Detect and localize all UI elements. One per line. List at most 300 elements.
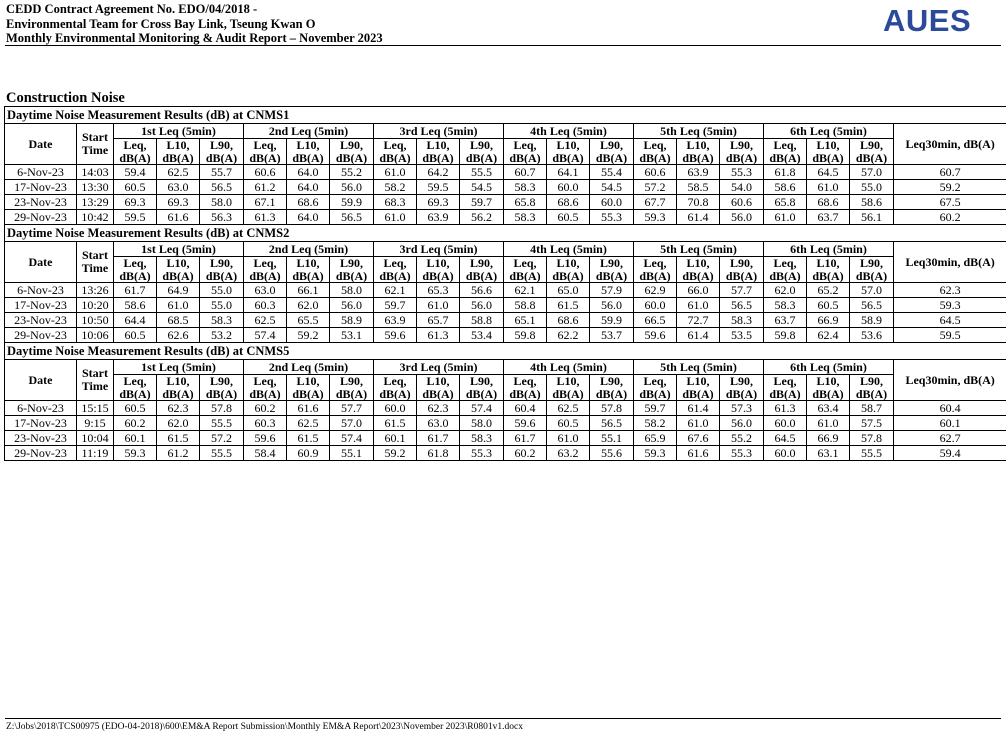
value-cell: 60.6	[244, 165, 287, 180]
value-cell: 58.3	[200, 313, 244, 328]
leq30-cell: 67.5	[894, 195, 1006, 210]
header-divider	[5, 45, 1001, 46]
aues-logo: AUES	[883, 3, 972, 38]
value-cell: 58.3	[504, 180, 547, 195]
leq-group-header: 5th Leq (5min)	[634, 242, 764, 257]
value-cell: 63.7	[807, 210, 850, 225]
sub-header: L90, dB(A)	[850, 257, 894, 283]
sub-header: L10, dB(A)	[547, 139, 590, 165]
table-row	[5, 210, 1006, 225]
value-cell: 60.1	[374, 431, 417, 446]
value-cell: 59.5	[114, 210, 157, 225]
value-cell: 58.6	[764, 180, 807, 195]
value-cell: 60.5	[114, 328, 157, 343]
sub-header: L90, dB(A)	[330, 139, 374, 165]
value-cell: 57.2	[634, 180, 677, 195]
leq30-cell: 60.1	[894, 416, 1006, 431]
value-cell: 65.1	[504, 313, 547, 328]
value-cell: 61.0	[157, 298, 200, 313]
sub-header: L10, dB(A)	[677, 375, 720, 401]
sub-header: L10, dB(A)	[807, 139, 850, 165]
value-cell: 61.7	[417, 431, 460, 446]
sub-header: Leq, dB(A)	[374, 139, 417, 165]
table-row	[5, 446, 1006, 461]
sub-header: Leq, dB(A)	[114, 139, 157, 165]
value-cell: 56.5	[850, 298, 894, 313]
sub-header: Leq, dB(A)	[764, 375, 807, 401]
value-cell: 55.3	[720, 446, 764, 461]
sub-header-row	[5, 139, 1006, 165]
value-cell: 57.4	[460, 401, 504, 416]
sub-header: L90, dB(A)	[330, 257, 374, 283]
sub-header: L90, dB(A)	[460, 257, 504, 283]
noise-tables	[4, 106, 1002, 461]
date-cell: 29-Nov-23	[5, 446, 77, 461]
value-cell: 58.9	[330, 313, 374, 328]
value-cell: 57.0	[330, 416, 374, 431]
value-cell: 56.5	[590, 416, 634, 431]
value-cell: 59.7	[460, 195, 504, 210]
footer-path: Z:\Jobs\2018\TCS00975 (EDO-04-2018)\600\EM&A Report Submission\Monthly EM&A Report\2023\November 2023\R0801v1.docx	[6, 722, 523, 732]
value-cell: 59.5	[417, 180, 460, 195]
value-cell: 60.3	[244, 416, 287, 431]
value-cell: 64.0	[287, 180, 330, 195]
value-cell: 55.5	[850, 446, 894, 461]
start-time-header: Start Time	[77, 360, 114, 401]
leq-group-header: 4th Leq (5min)	[504, 242, 634, 257]
group-header-row	[5, 124, 1006, 139]
sub-header: L90, dB(A)	[720, 257, 764, 283]
value-cell: 65.0	[547, 283, 590, 298]
value-cell: 69.3	[157, 195, 200, 210]
value-cell: 63.1	[807, 446, 850, 461]
value-cell: 61.3	[244, 210, 287, 225]
value-cell: 55.6	[590, 446, 634, 461]
value-cell: 60.5	[547, 416, 590, 431]
value-cell: 57.5	[850, 416, 894, 431]
value-cell: 60.5	[114, 180, 157, 195]
value-cell: 61.5	[374, 416, 417, 431]
date-header: Date	[5, 124, 77, 165]
time-cell: 15:15	[77, 401, 114, 416]
sub-header: Leq, dB(A)	[244, 375, 287, 401]
value-cell: 67.6	[677, 431, 720, 446]
value-cell: 58.5	[677, 180, 720, 195]
sub-header: L10, dB(A)	[547, 257, 590, 283]
value-cell: 61.4	[677, 210, 720, 225]
value-cell: 60.0	[590, 195, 634, 210]
date-cell: 23-Nov-23	[5, 431, 77, 446]
value-cell: 60.2	[244, 401, 287, 416]
value-cell: 58.8	[460, 313, 504, 328]
time-cell: 10:42	[77, 210, 114, 225]
value-cell: 58.4	[244, 446, 287, 461]
value-cell: 55.1	[590, 431, 634, 446]
value-cell: 61.8	[764, 165, 807, 180]
leq30-cell: 60.7	[894, 165, 1006, 180]
value-cell: 62.2	[547, 328, 590, 343]
value-cell: 61.6	[677, 446, 720, 461]
value-cell: 65.3	[417, 283, 460, 298]
leq-group-header: 2nd Leq (5min)	[244, 360, 374, 375]
leq30-cell: 62.3	[894, 283, 1006, 298]
value-cell: 53.4	[460, 328, 504, 343]
value-cell: 60.5	[807, 298, 850, 313]
value-cell: 58.6	[114, 298, 157, 313]
value-cell: 67.7	[634, 195, 677, 210]
value-cell: 55.0	[850, 180, 894, 195]
time-cell: 10:20	[77, 298, 114, 313]
value-cell: 57.2	[200, 431, 244, 446]
date-cell: 17-Nov-23	[5, 180, 77, 195]
value-cell: 60.2	[504, 446, 547, 461]
sub-header: Leq, dB(A)	[244, 257, 287, 283]
sub-header: L90, dB(A)	[460, 139, 504, 165]
table-title: Daytime Noise Measurement Results (dB) at CNMS2	[5, 225, 1006, 242]
report-line: Monthly Environmental Monitoring & Audit Report – November 2023	[6, 31, 383, 45]
value-cell: 61.5	[287, 431, 330, 446]
value-cell: 61.0	[677, 298, 720, 313]
value-cell: 62.0	[287, 298, 330, 313]
value-cell: 61.0	[374, 210, 417, 225]
date-cell: 29-Nov-23	[5, 210, 77, 225]
sub-header: Leq, dB(A)	[764, 257, 807, 283]
sub-header: L10, dB(A)	[807, 257, 850, 283]
value-cell: 63.0	[244, 283, 287, 298]
value-cell: 61.0	[547, 431, 590, 446]
table-row	[5, 401, 1006, 416]
value-cell: 60.0	[764, 446, 807, 461]
value-cell: 58.6	[850, 195, 894, 210]
value-cell: 59.6	[374, 328, 417, 343]
value-cell: 57.0	[850, 165, 894, 180]
value-cell: 64.2	[417, 165, 460, 180]
value-cell: 58.0	[200, 195, 244, 210]
value-cell: 58.3	[764, 298, 807, 313]
time-cell: 11:19	[77, 446, 114, 461]
value-cell: 63.0	[417, 416, 460, 431]
value-cell: 57.8	[200, 401, 244, 416]
sub-header: L90, dB(A)	[200, 375, 244, 401]
table-row	[5, 431, 1006, 446]
leq-group-header: 4th Leq (5min)	[504, 124, 634, 139]
value-cell: 68.6	[287, 195, 330, 210]
sub-header: L90, dB(A)	[590, 257, 634, 283]
value-cell: 65.7	[417, 313, 460, 328]
sub-header: Leq, dB(A)	[374, 257, 417, 283]
value-cell: 63.2	[547, 446, 590, 461]
value-cell: 61.8	[417, 446, 460, 461]
value-cell: 68.3	[374, 195, 417, 210]
date-cell: 6-Nov-23	[5, 283, 77, 298]
value-cell: 61.6	[157, 210, 200, 225]
value-cell: 61.2	[157, 446, 200, 461]
table-title-row	[5, 107, 1006, 124]
date-header: Date	[5, 360, 77, 401]
value-cell: 56.0	[720, 210, 764, 225]
value-cell: 61.4	[677, 401, 720, 416]
leq30-header: Leq30min, dB(A)	[894, 242, 1006, 283]
leq30-cell: 60.4	[894, 401, 1006, 416]
value-cell: 59.9	[590, 313, 634, 328]
value-cell: 61.0	[374, 165, 417, 180]
value-cell: 61.5	[547, 298, 590, 313]
sub-header: L10, dB(A)	[157, 257, 200, 283]
value-cell: 57.7	[330, 401, 374, 416]
value-cell: 57.3	[720, 401, 764, 416]
value-cell: 63.4	[807, 401, 850, 416]
sub-header: L90, dB(A)	[850, 139, 894, 165]
value-cell: 55.7	[200, 165, 244, 180]
value-cell: 63.9	[677, 165, 720, 180]
value-cell: 63.9	[417, 210, 460, 225]
value-cell: 60.0	[764, 416, 807, 431]
value-cell: 55.3	[460, 446, 504, 461]
value-cell: 58.3	[460, 431, 504, 446]
time-cell: 9:15	[77, 416, 114, 431]
value-cell: 58.7	[850, 401, 894, 416]
value-cell: 68.6	[807, 195, 850, 210]
value-cell: 59.2	[287, 328, 330, 343]
value-cell: 59.6	[504, 416, 547, 431]
table-row	[5, 195, 1006, 210]
value-cell: 55.5	[460, 165, 504, 180]
sub-header: L10, dB(A)	[677, 257, 720, 283]
table-row	[5, 283, 1006, 298]
leq-group-header: 1st Leq (5min)	[114, 124, 244, 139]
value-cell: 60.0	[374, 401, 417, 416]
leq-group-header: 5th Leq (5min)	[634, 124, 764, 139]
start-time-header: Start Time	[77, 242, 114, 283]
value-cell: 62.5	[547, 401, 590, 416]
value-cell: 53.2	[200, 328, 244, 343]
sub-header: Leq, dB(A)	[634, 139, 677, 165]
value-cell: 61.4	[677, 328, 720, 343]
sub-header: L90, dB(A)	[460, 375, 504, 401]
value-cell: 60.0	[634, 298, 677, 313]
value-cell: 56.0	[330, 180, 374, 195]
value-cell: 68.6	[547, 195, 590, 210]
value-cell: 55.3	[720, 165, 764, 180]
value-cell: 68.5	[157, 313, 200, 328]
value-cell: 70.8	[677, 195, 720, 210]
value-cell: 65.9	[634, 431, 677, 446]
value-cell: 55.1	[330, 446, 374, 461]
sub-header: Leq, dB(A)	[244, 139, 287, 165]
value-cell: 56.5	[330, 210, 374, 225]
value-cell: 66.9	[807, 313, 850, 328]
value-cell: 59.6	[244, 431, 287, 446]
value-cell: 57.4	[244, 328, 287, 343]
header-text	[6, 2, 383, 46]
group-header-row	[5, 360, 1006, 375]
sub-header: L90, dB(A)	[720, 375, 764, 401]
value-cell: 65.2	[807, 283, 850, 298]
value-cell: 53.1	[330, 328, 374, 343]
value-cell: 66.5	[634, 313, 677, 328]
value-cell: 55.0	[200, 283, 244, 298]
sub-header: L10, dB(A)	[807, 375, 850, 401]
value-cell: 64.5	[807, 165, 850, 180]
value-cell: 62.5	[157, 165, 200, 180]
value-cell: 66.0	[677, 283, 720, 298]
time-cell: 13:26	[77, 283, 114, 298]
value-cell: 62.1	[504, 283, 547, 298]
sub-header: Leq, dB(A)	[374, 375, 417, 401]
value-cell: 61.2	[244, 180, 287, 195]
value-cell: 60.9	[287, 446, 330, 461]
value-cell: 61.0	[764, 210, 807, 225]
value-cell: 60.5	[114, 401, 157, 416]
value-cell: 62.0	[157, 416, 200, 431]
value-cell: 56.0	[330, 298, 374, 313]
sub-header: L90, dB(A)	[590, 139, 634, 165]
sub-header: L90, dB(A)	[200, 139, 244, 165]
value-cell: 61.3	[417, 328, 460, 343]
value-cell: 59.3	[634, 446, 677, 461]
date-cell: 6-Nov-23	[5, 165, 77, 180]
value-cell: 72.7	[677, 313, 720, 328]
table-title: Daytime Noise Measurement Results (dB) at CNMS1	[5, 107, 1006, 124]
value-cell: 56.1	[850, 210, 894, 225]
value-cell: 62.0	[764, 283, 807, 298]
value-cell: 57.7	[720, 283, 764, 298]
table-row	[5, 298, 1006, 313]
leq30-cell: 59.4	[894, 446, 1006, 461]
value-cell: 57.8	[850, 431, 894, 446]
value-cell: 56.2	[460, 210, 504, 225]
date-cell: 6-Nov-23	[5, 401, 77, 416]
sub-header: L10, dB(A)	[287, 139, 330, 165]
value-cell: 61.6	[287, 401, 330, 416]
value-cell: 58.0	[330, 283, 374, 298]
value-cell: 61.5	[157, 431, 200, 446]
value-cell: 59.4	[114, 165, 157, 180]
value-cell: 62.4	[807, 328, 850, 343]
value-cell: 62.5	[287, 416, 330, 431]
value-cell: 64.4	[114, 313, 157, 328]
value-cell: 56.5	[200, 180, 244, 195]
value-cell: 65.8	[764, 195, 807, 210]
sub-header: L90, dB(A)	[200, 257, 244, 283]
date-cell: 17-Nov-23	[5, 416, 77, 431]
leq-group-header: 6th Leq (5min)	[764, 124, 894, 139]
leq-group-header: 3rd Leq (5min)	[374, 124, 504, 139]
value-cell: 68.6	[547, 313, 590, 328]
value-cell: 59.9	[330, 195, 374, 210]
value-cell: 55.5	[200, 416, 244, 431]
time-cell: 13:29	[77, 195, 114, 210]
value-cell: 54.5	[590, 180, 634, 195]
leq-group-header: 4th Leq (5min)	[504, 360, 634, 375]
value-cell: 60.3	[244, 298, 287, 313]
value-cell: 58.2	[634, 416, 677, 431]
value-cell: 59.7	[634, 401, 677, 416]
date-cell: 29-Nov-23	[5, 328, 77, 343]
value-cell: 69.3	[114, 195, 157, 210]
value-cell: 56.0	[590, 298, 634, 313]
value-cell: 59.6	[634, 328, 677, 343]
noise-results-table	[4, 106, 1006, 461]
leq30-cell: 59.2	[894, 180, 1006, 195]
start-time-header: Start Time	[77, 124, 114, 165]
value-cell: 56.0	[460, 298, 504, 313]
value-cell: 66.1	[287, 283, 330, 298]
value-cell: 61.7	[114, 283, 157, 298]
team-line: Environmental Team for Cross Bay Link, Tseung Kwan O	[6, 16, 316, 31]
date-header: Date	[5, 242, 77, 283]
value-cell: 56.3	[200, 210, 244, 225]
value-cell: 56.5	[720, 298, 764, 313]
value-cell: 53.5	[720, 328, 764, 343]
value-cell: 55.3	[590, 210, 634, 225]
value-cell: 60.6	[634, 165, 677, 180]
value-cell: 58.8	[504, 298, 547, 313]
value-cell: 63.7	[764, 313, 807, 328]
value-cell: 57.0	[850, 283, 894, 298]
sub-header: Leq, dB(A)	[504, 139, 547, 165]
group-header-row	[5, 242, 1006, 257]
value-cell: 58.3	[720, 313, 764, 328]
value-cell: 64.1	[547, 165, 590, 180]
value-cell: 59.3	[114, 446, 157, 461]
value-cell: 58.0	[460, 416, 504, 431]
value-cell: 53.6	[850, 328, 894, 343]
sub-header: L90, dB(A)	[590, 375, 634, 401]
value-cell: 58.3	[504, 210, 547, 225]
value-cell: 56.6	[460, 283, 504, 298]
contract-line: CEDD Contract Agreement No. EDO/04/2018 -	[6, 2, 258, 16]
sub-header: L10, dB(A)	[547, 375, 590, 401]
time-cell: 10:06	[77, 328, 114, 343]
value-cell: 62.9	[634, 283, 677, 298]
value-cell: 63.9	[374, 313, 417, 328]
sub-header: Leq, dB(A)	[634, 375, 677, 401]
leq30-cell: 62.7	[894, 431, 1006, 446]
value-cell: 65.5	[287, 313, 330, 328]
sub-header: L10, dB(A)	[417, 257, 460, 283]
table-title-row	[5, 343, 1006, 360]
sub-header: Leq, dB(A)	[114, 375, 157, 401]
value-cell: 60.7	[504, 165, 547, 180]
value-cell: 55.5	[200, 446, 244, 461]
value-cell: 62.3	[157, 401, 200, 416]
sub-header: L90, dB(A)	[330, 375, 374, 401]
table-row	[5, 416, 1006, 431]
value-cell: 60.0	[547, 180, 590, 195]
leq-group-header: 3rd Leq (5min)	[374, 360, 504, 375]
value-cell: 64.0	[287, 210, 330, 225]
value-cell: 62.1	[374, 283, 417, 298]
value-cell: 61.3	[764, 401, 807, 416]
value-cell: 56.0	[720, 416, 764, 431]
time-cell: 13:30	[77, 180, 114, 195]
value-cell: 54.5	[460, 180, 504, 195]
table-row	[5, 313, 1006, 328]
sub-header: L10, dB(A)	[417, 375, 460, 401]
sub-header: L10, dB(A)	[417, 139, 460, 165]
leq30-cell: 59.5	[894, 328, 1006, 343]
sub-header: L90, dB(A)	[850, 375, 894, 401]
table-title-row	[5, 225, 1006, 242]
value-cell: 59.8	[504, 328, 547, 343]
value-cell: 61.0	[677, 416, 720, 431]
value-cell: 67.1	[244, 195, 287, 210]
value-cell: 53.7	[590, 328, 634, 343]
section-title: Construction Noise	[6, 90, 125, 106]
value-cell: 59.2	[374, 446, 417, 461]
value-cell: 61.0	[417, 298, 460, 313]
